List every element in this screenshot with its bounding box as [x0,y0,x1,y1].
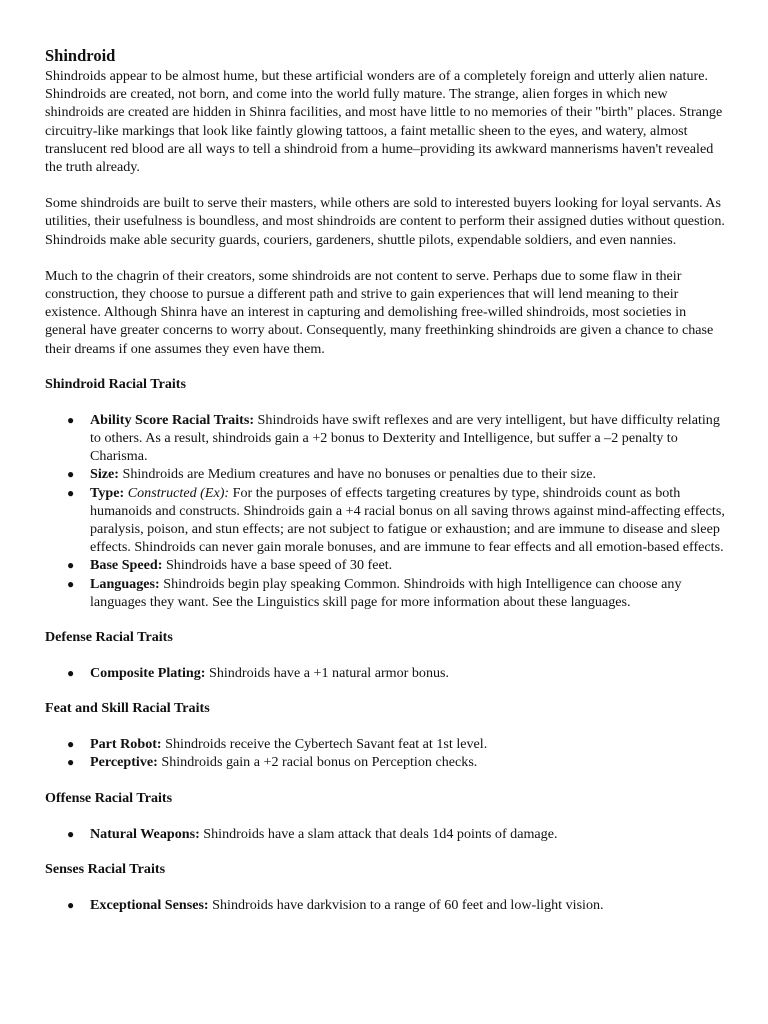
trait-term: Type: [90,484,125,501]
bullet-icon: ● [67,897,75,912]
trait-subtype: Constructed (Ex): [124,484,230,501]
defense-traits-list [45,664,725,682]
bullet-icon: ● [67,666,75,681]
trait-text: Shindroids have a base speed of 30 feet. [162,557,393,574]
intro-paragraph-1: Shindroids appear to be almost hume, but these artificial wonders are of a completely foreign and utterly alien nature. Shindroids are created, not born, and come into the world fully mature. The strange, alien forges in which new shindroids are created are hidden in Shinra facilities, and most have little to no memories of their "birth" places. Strange circuitry-like markings that look like faintly glowing tattoos, a faint metallic sheen to the eyes, and watery, almost translucent red blood are all ways to tell a shindroid from a hume–providing its awkward mannerisms haven't revealed the truth already. [45,68,723,176]
bullet-icon: ● [67,576,75,591]
intro-paragraph-3: Much to the chagrin of their creators, some shindroids are not content to serve. Perhaps due to some flaw in their construction, they choose to pursue a different path and strive to gain experiences that will lend meaning to their existence. Although Shinra have an interest in capturing and demolishing free-willed shindroids, most societies in general have greater concerns to worry about. Consequently, many freethinking shindroids are given a chance to chase their dreams if one assumes they even have them. [45,267,714,357]
section-heading-racial-traits: Shindroid Racial Traits [45,375,186,392]
list-item [45,896,725,914]
document-page [45,46,725,914]
trait-term: Languages: [90,575,160,592]
trait-term: Size: [90,466,119,483]
list-item [45,465,725,483]
list-item [45,735,725,753]
page-title: Shindroid [45,46,116,65]
trait-term: Perceptive: [90,754,158,771]
senses-traits-list [45,896,725,914]
section-heading-offense: Offense Racial Traits [45,789,173,806]
trait-term: Exceptional Senses: [90,896,209,913]
trait-text: Shindroids receive the Cybertech Savant feat at 1st level. [161,736,488,753]
section-heading-defense: Defense Racial Traits [45,629,173,646]
section-heading-feat-skill: Feat and Skill Racial Traits [45,700,210,717]
list-item [45,825,725,843]
trait-text: Shindroids have a slam attack that deals 1d4 points of damage. [199,825,558,842]
racial-traits-list [45,411,725,611]
list-item [45,664,725,682]
list-item [45,411,725,466]
intro-paragraph-2: Some shindroids are built to serve their masters, while others are sold to interested buyers looking for loyal servants. As utilities, their usefulness is boundless, and most shindroids are content to perform their assigned duties without question. Shindroids make able security guards, couriers, gardeners, shuttle pilots, expendable soldiers, and even nannies. [45,195,725,248]
trait-text: For the purposes of effects targeting creatures by type, shindroids count as both humanoids and constructs. Shindroids gain a +4 racial bonus on all saving throws against mind-affecting effects, paralysis, poison, and stun effects; are not subject to fatigue or exhaustion; and are immune to disease and sleep effects. Shindroids can never gain morale bonuses, and are immune to fear effects and all emotion-based effects. [90,484,725,556]
bullet-icon: ● [67,558,75,573]
trait-term: Part Robot: [90,736,162,753]
section-heading-senses: Senses Racial Traits [45,860,166,877]
trait-text: Shindroids gain a +2 racial bonus on Perception checks. [157,754,478,771]
offense-traits-list [45,825,725,843]
list-item [45,556,725,574]
bullet-icon: ● [67,737,75,752]
bullet-icon: ● [67,826,75,841]
bullet-icon: ● [67,412,75,427]
list-item [45,575,725,611]
list-item [45,753,725,771]
bullet-icon: ● [67,467,75,482]
trait-text: Shindroids have a +1 natural armor bonus. [205,665,450,682]
trait-text: Shindroids have swift reflexes and are very intelligent, but have difficulty relating to others. As a result, shindroids gain a +2 bonus to Dexterity and Intelligence, but suffer a –2 penalty to Charisma. [90,411,720,465]
list-item [45,484,725,557]
trait-text: Shindroids begin play speaking Common. Shindroids with high Intelligence can choose any languages they want. See the Linguistics skill page for more information about these languages. [90,575,682,610]
trait-text: Shindroids are Medium creatures and have no bonuses or penalties due to their size. [118,466,597,483]
trait-term: Natural Weapons: [90,825,200,842]
trait-text: Shindroids have darkvision to a range of 60 feet and low-light vision. [208,896,604,913]
trait-term: Base Speed: [90,557,163,574]
trait-term: Composite Plating: [90,665,206,682]
feat-skill-traits-list [45,735,725,771]
bullet-icon: ● [67,485,75,500]
bullet-icon: ● [67,755,75,770]
trait-term: Ability Score Racial Traits: [90,411,255,428]
